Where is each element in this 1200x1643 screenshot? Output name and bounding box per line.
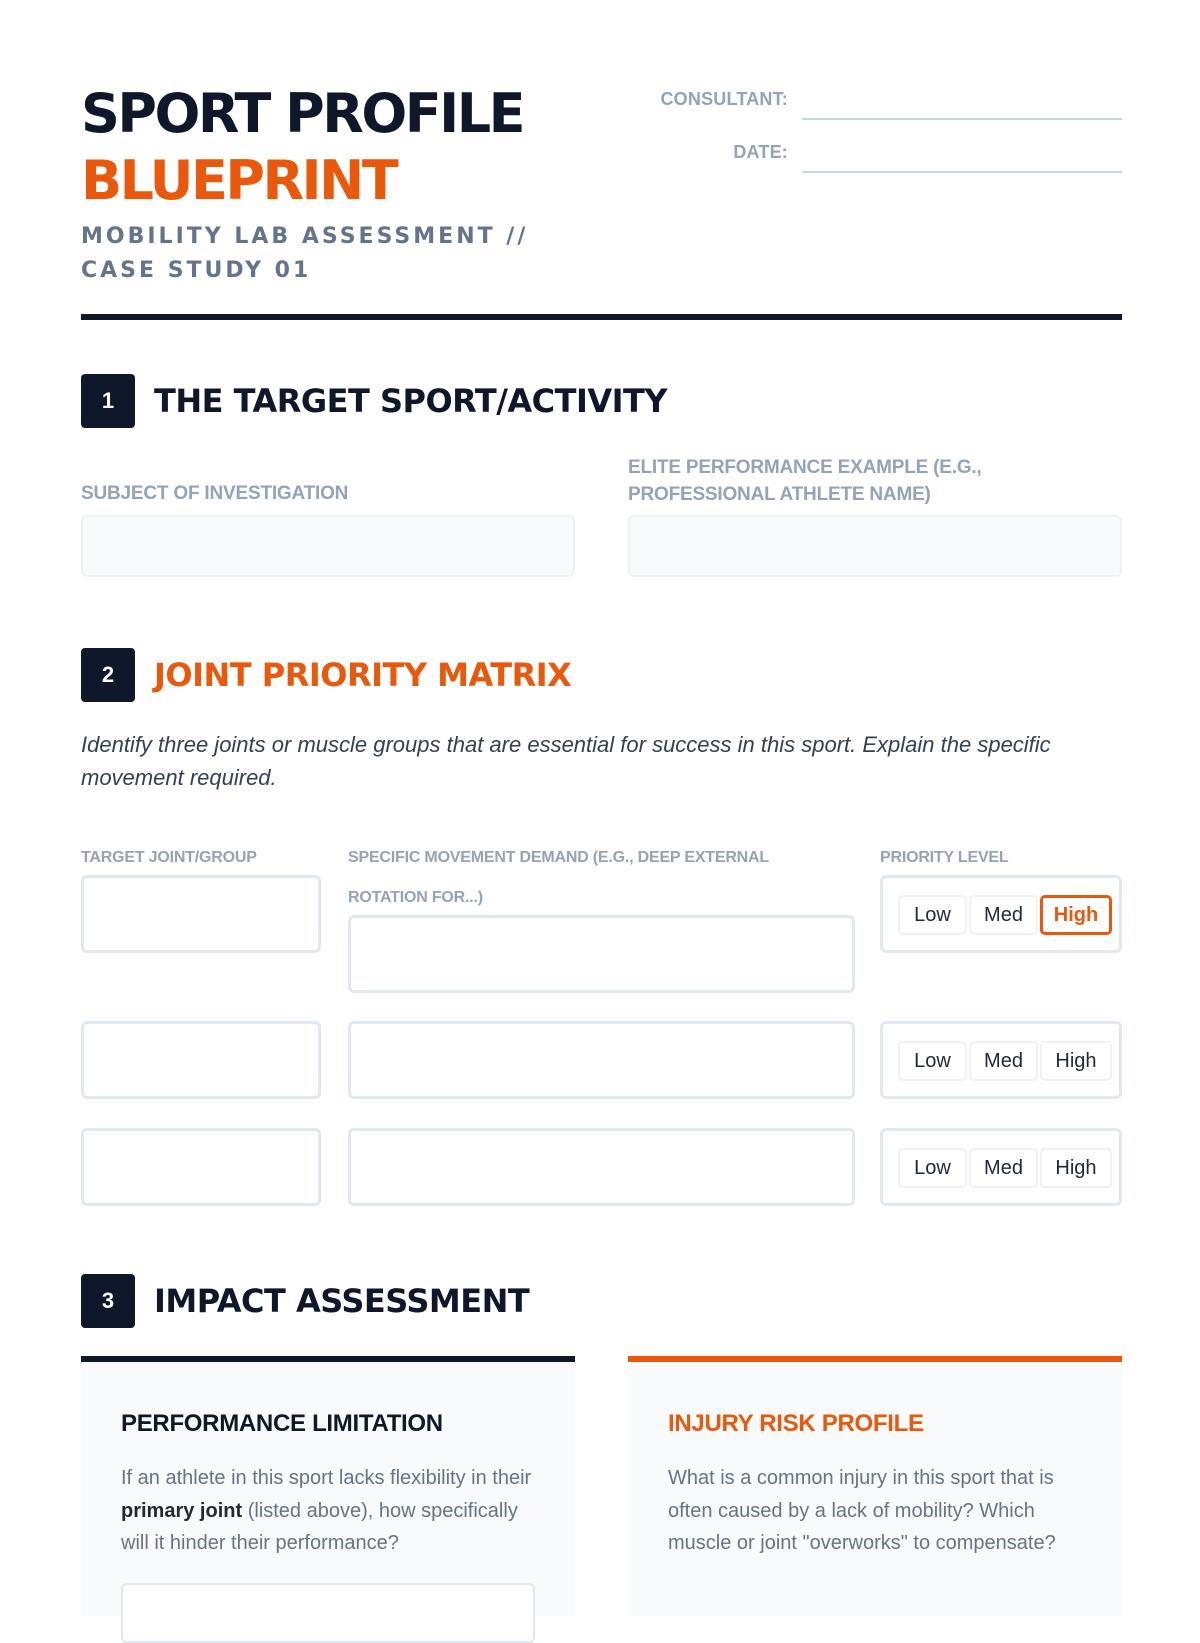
priority-high-button[interactable]: High <box>1040 1041 1112 1081</box>
section-3-title: IMPACT ASSESSMENT <box>154 1282 530 1320</box>
joint-input-1[interactable] <box>81 875 321 953</box>
section-3-number: 3 <box>81 1274 135 1328</box>
injury-risk-card <box>628 1356 1122 1616</box>
section-2-number: 2 <box>81 648 135 702</box>
priority-med-button[interactable]: Med <box>969 1148 1038 1188</box>
title-line-1: SPORT PROFILE <box>81 82 524 145</box>
priority-low-button[interactable]: Low <box>898 1041 967 1081</box>
movement-input-3[interactable] <box>348 1128 855 1206</box>
priority-low-button[interactable]: Low <box>898 1148 967 1188</box>
date-field[interactable] <box>802 171 1122 173</box>
performance-limitation-input[interactable] <box>121 1583 535 1643</box>
elite-example-input[interactable] <box>628 515 1122 577</box>
priority-selector-2 <box>880 1021 1122 1099</box>
performance-limitation-prompt: If an athlete in this sport lacks flexibility in their primary joint (listed above), how specifically will it hinder their performance? <box>121 1467 532 1554</box>
section-3-heading <box>81 1274 1122 1328</box>
consultant-label: CONSULTANT: <box>660 89 788 109</box>
joint-input-3[interactable] <box>81 1128 321 1206</box>
consultant-field[interactable] <box>802 118 1122 120</box>
consultant-row <box>641 80 1122 120</box>
section-1-title: THE TARGET SPORT/ACTIVITY <box>154 382 668 420</box>
title-line-2: BLUEPRINT <box>81 149 397 212</box>
section-2-heading <box>81 648 1122 702</box>
subject-input[interactable] <box>81 515 575 577</box>
section-2-title: JOINT PRIORITY MATRIX <box>154 656 572 694</box>
priority-selector-1 <box>880 875 1122 953</box>
performance-limitation-title: PERFORMANCE LIMITATION <box>121 1410 443 1437</box>
section-1-heading <box>81 374 1122 428</box>
movement-column-label: SPECIFIC MOVEMENT DEMAND (E.G., DEEP EXTERNAL ROTATION FOR...) <box>348 849 769 906</box>
priority-selector-3 <box>880 1128 1122 1206</box>
primary-joint-emphasis: primary joint <box>121 1499 243 1522</box>
matrix-instructions: Identify three joints or muscle groups that are essential for success in this sport. Explain the specific movement required. <box>81 732 1051 790</box>
subtitle: MOBILITY LAB ASSESSMENT // CASE STUDY 01 <box>81 224 529 283</box>
header <box>81 0 1122 322</box>
date-row <box>641 133 1122 173</box>
injury-risk-prompt: What is a common injury in this sport that is often caused by a lack of mobility? Which muscle or joint "overworks" to compensate? <box>668 1467 1056 1554</box>
subject-label: SUBJECT OF INVESTIGATION <box>81 483 349 504</box>
joint-column-label: TARGET JOINT/GROUP <box>81 849 257 866</box>
date-label: DATE: <box>733 142 788 162</box>
priority-med-button[interactable]: Med <box>969 1041 1038 1081</box>
header-divider <box>81 314 1122 320</box>
priority-high-button-selected[interactable]: High <box>1040 895 1112 935</box>
movement-input-2[interactable] <box>348 1021 855 1099</box>
performance-limitation-card <box>81 1356 575 1616</box>
elite-example-label: ELITE PERFORMANCE EXAMPLE (E.G., PROFESSIONAL ATHLETE NAME) <box>628 457 982 505</box>
priority-high-button[interactable]: High <box>1040 1148 1112 1188</box>
joint-input-2[interactable] <box>81 1021 321 1099</box>
priority-med-button[interactable]: Med <box>969 895 1038 935</box>
section-1-number: 1 <box>81 374 135 428</box>
priority-column-label: PRIORITY LEVEL <box>880 849 1009 866</box>
priority-low-button[interactable]: Low <box>898 895 967 935</box>
injury-risk-title: INJURY RISK PROFILE <box>668 1410 924 1437</box>
movement-input-1[interactable] <box>348 915 855 993</box>
